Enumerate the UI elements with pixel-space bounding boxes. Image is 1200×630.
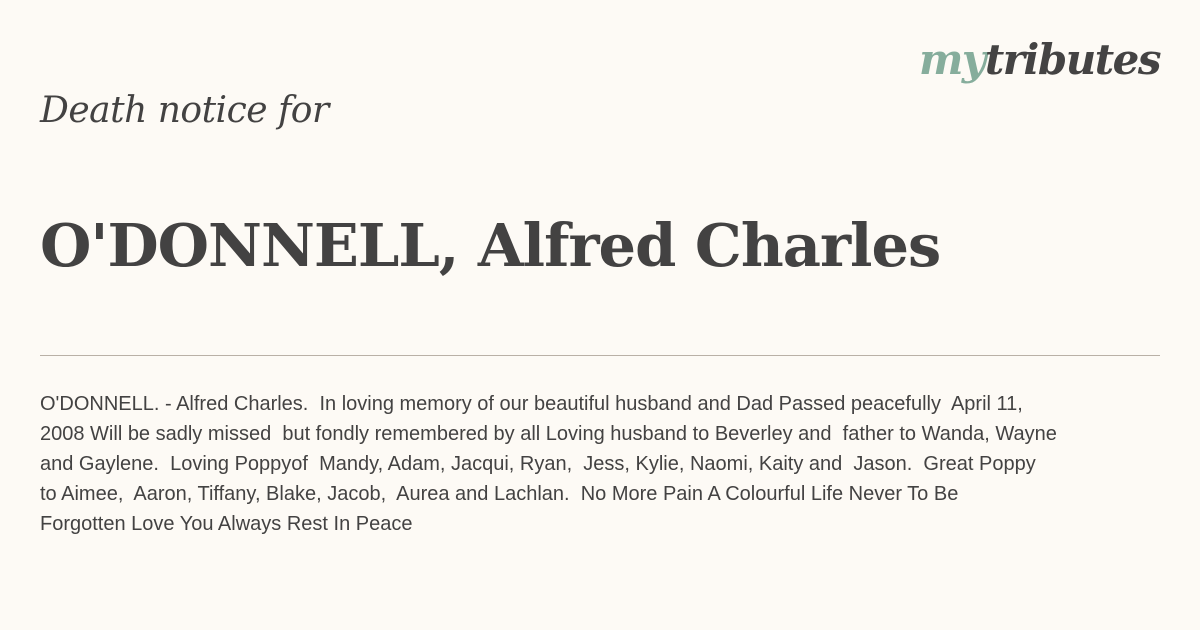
death-notice-heading: Death notice for bbox=[40, 90, 329, 131]
divider bbox=[40, 355, 1160, 356]
deceased-name: O'DONNELL, Alfred Charles bbox=[40, 211, 941, 280]
notice-line: and Gaylene. Loving Poppyof Mandy, Adam, Jacqui, Ryan, Jess, Kylie, Naomi, Kaity and Jason. Great Poppy bbox=[40, 453, 1036, 475]
logo-text-my: my bbox=[918, 35, 985, 84]
logo-text-tributes: tributes bbox=[984, 35, 1160, 84]
notice-body bbox=[40, 389, 1190, 539]
notice-line: 2008 Will be sadly missed but fondly remembered by all Loving husband to Beverley and father to Wanda, Wayne bbox=[40, 423, 1057, 445]
notice-line: Forgotten Love You Always Rest In Peace bbox=[40, 513, 413, 535]
mytributes-logo[interactable] bbox=[919, 34, 1160, 86]
notice-line: to Aimee, Aaron, Tiffany, Blake, Jacob, Aurea and Lachlan. No More Pain A Colourful Life Never To Be bbox=[40, 483, 959, 505]
notice-line: O'DONNELL. - Alfred Charles. In loving memory of our beautiful husband and Dad Passed peacefully April 11, bbox=[40, 393, 1023, 415]
